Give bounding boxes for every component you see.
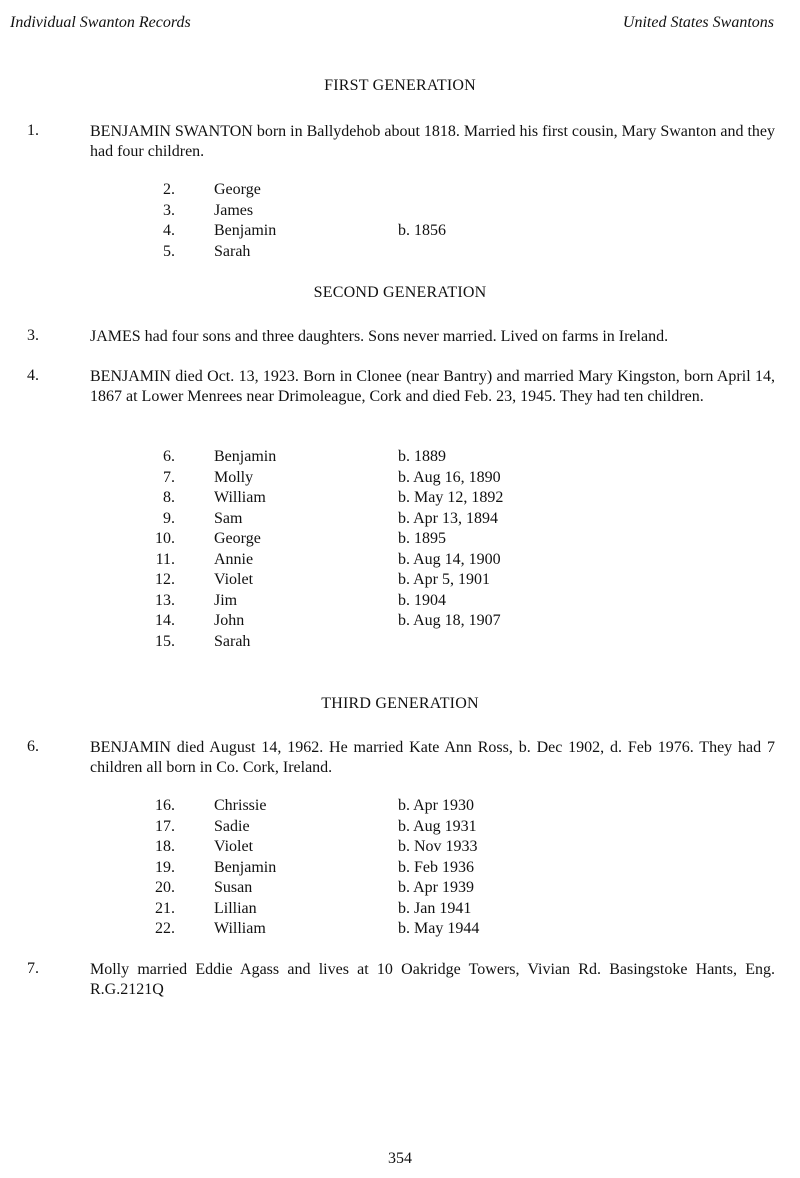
child-name: Benjamin	[214, 858, 277, 876]
child-birth: b. 1904	[398, 591, 446, 609]
entry-number: 3.	[27, 327, 39, 344]
child-row	[0, 817, 800, 838]
entry-text: JAMES had four sons and three daughters. Sons never married. Lived on farms in Ireland.	[90, 328, 669, 345]
child-row	[0, 837, 800, 858]
child-name: Benjamin	[214, 448, 277, 465]
child-birth: b. Aug 18, 1907	[398, 612, 501, 629]
child-number: 6.	[163, 448, 175, 465]
child-number: 2.	[163, 181, 175, 198]
child-birth: b. Apr 5, 1901	[398, 571, 490, 588]
child-row	[0, 591, 800, 612]
child-row	[0, 529, 800, 550]
child-name: Annie	[214, 550, 254, 568]
child-row	[0, 201, 800, 222]
entry-text: BENJAMIN SWANTON born in Ballydehob about 1818. Married his first cousin, Mary Swanton and they had four children.	[90, 123, 775, 160]
child-birth: b. 1889	[398, 448, 446, 465]
child-birth: b. May 1944	[398, 920, 480, 937]
entry-number: 1.	[27, 122, 39, 139]
child-number: 20.	[155, 879, 175, 896]
child-name: Chrissie	[214, 797, 267, 814]
child-birth: b. Aug 14, 1900	[398, 550, 501, 568]
child-number: 16.	[155, 797, 175, 814]
child-name: Benjamin	[214, 222, 277, 239]
child-number: 22.	[155, 920, 175, 937]
child-row	[0, 796, 800, 817]
child-number: 21.	[155, 899, 175, 917]
page-number: 354	[388, 1150, 412, 1167]
child-row	[0, 570, 800, 591]
child-name: Sarah	[214, 632, 251, 650]
child-name: Jim	[214, 591, 238, 609]
child-name: Lillian	[214, 899, 257, 917]
child-birth: b. Nov 1933	[398, 838, 478, 855]
child-number: 17.	[155, 817, 175, 835]
child-birth: b. Aug 16, 1890	[398, 468, 501, 486]
child-birth: b. 1895	[398, 530, 446, 547]
child-row	[0, 242, 800, 263]
child-row	[0, 221, 800, 242]
child-number: 7.	[163, 468, 175, 486]
second-generation-heading: SECOND GENERATION	[313, 284, 487, 301]
child-name: Sarah	[214, 242, 251, 260]
child-row	[0, 550, 800, 571]
child-name: George	[214, 530, 261, 547]
child-number: 11.	[155, 550, 175, 568]
child-row	[0, 858, 800, 879]
child-number: 4.	[163, 222, 175, 239]
child-row	[0, 611, 800, 632]
running-header-right: United States Swantons	[622, 14, 774, 31]
child-row	[0, 509, 800, 530]
child-name: Susan	[214, 879, 253, 896]
child-row	[0, 468, 800, 489]
children-list	[0, 180, 800, 262]
child-number: 8.	[163, 489, 175, 506]
child-name: Violet	[214, 571, 254, 588]
children-list	[0, 796, 800, 940]
child-row	[0, 899, 800, 920]
child-birth: b. May 12, 1892	[398, 489, 504, 506]
child-number: 14.	[155, 612, 175, 629]
first-generation-heading: FIRST GENERATION	[324, 77, 476, 94]
child-name: George	[214, 181, 261, 198]
child-birth: b. Apr 1939	[398, 879, 474, 896]
child-name: Molly	[214, 468, 254, 486]
child-name: Violet	[214, 838, 254, 855]
child-name: William	[214, 489, 266, 506]
child-birth: b. Apr 13, 1894	[398, 509, 498, 527]
child-number: 13.	[155, 591, 175, 609]
entry-text: BENJAMIN died Oct. 13, 1923. Born in Clonee (near Bantry) and married Mary Kingston, born April 14, 1867 at Lower Menrees near Drimoleague, Cork and died Feb. 23, 1945. They had ten children.	[90, 368, 775, 405]
child-name: Sam	[214, 509, 243, 527]
third-generation-heading: THIRD GENERATION	[321, 695, 479, 712]
child-number: 3.	[163, 201, 175, 219]
child-name: Sadie	[214, 817, 250, 835]
child-number: 12.	[155, 571, 175, 588]
child-number: 19.	[155, 858, 175, 876]
child-row	[0, 878, 800, 899]
child-name: John	[214, 612, 245, 629]
child-row	[0, 180, 800, 201]
child-number: 9.	[163, 509, 175, 527]
child-birth: b. Aug 1931	[398, 817, 477, 835]
entry-number: 4.	[27, 367, 39, 384]
entry-number: 7.	[27, 960, 39, 977]
children-list	[0, 447, 800, 652]
child-birth: b. 1856	[398, 222, 446, 239]
child-number: 5.	[163, 242, 175, 260]
child-row	[0, 632, 800, 653]
running-header-left: Individual Swanton Records	[10, 14, 191, 31]
entry-number: 6.	[27, 738, 39, 755]
entry-text: BENJAMIN died August 14, 1962. He married Kate Ann Ross, b. Dec 1902, d. Feb 1976. They had 7 children all born in Co. Cork, Ireland.	[90, 739, 775, 776]
child-name: William	[214, 920, 266, 937]
entry-text: Molly married Eddie Agass and lives at 10 Oakridge Towers, Vivian Rd. Basingstoke Hants, Eng. R.G.2121Q	[90, 961, 775, 998]
child-number: 15.	[155, 632, 175, 650]
child-row	[0, 919, 800, 940]
child-name: James	[214, 201, 254, 219]
child-birth: b. Feb 1936	[398, 858, 474, 876]
child-row	[0, 488, 800, 509]
child-number: 18.	[155, 838, 175, 855]
child-number: 10.	[155, 530, 175, 547]
child-row	[0, 447, 800, 468]
child-birth: b. Jan 1941	[398, 899, 472, 917]
child-birth: b. Apr 1930	[398, 797, 474, 814]
